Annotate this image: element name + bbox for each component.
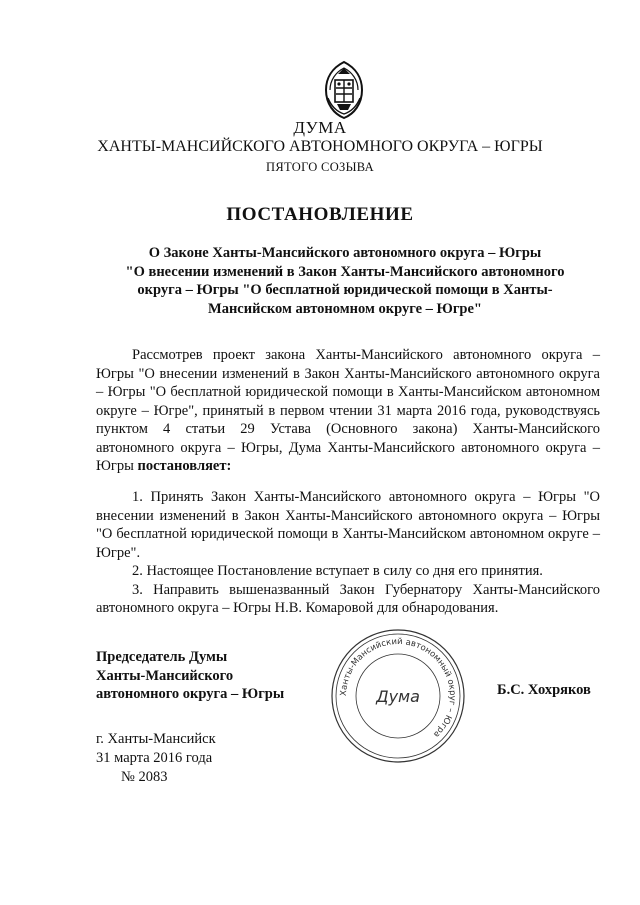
subject-line: О Законе Ханты-Мансийского автономного округа – Югры: [148, 245, 542, 261]
resolution-item: 1. Принять Закон Ханты-Мансийского автономного округа – Югры "О внесении изменений в Закон Ханты-Мансийского автономного округа – Югры "О бесплатной юридической помощи в Ханты-Мансийском автономном округе – Югре".: [96, 489, 600, 561]
organization-name: ДУМА: [293, 118, 347, 137]
coat-of-arms-icon: [322, 58, 366, 120]
subject-line: Мансийском автономном округе – Югре": [208, 300, 482, 317]
official-seal-stamp: [328, 626, 468, 766]
document-number: № 2083: [121, 769, 168, 785]
signatory-title: [96, 648, 284, 704]
resolution-item: 2. Настоящее Постановление вступает в силу со дня его принятия.: [132, 563, 543, 579]
stamp-ring-text: Ханты-Мансийский автономный округ – Югра: [338, 636, 458, 740]
city: г. Ханты-Мансийск: [96, 731, 216, 747]
preamble-text: Рассмотрев проект закона Ханты-Мансийского автономного округа – Югры "О внесении изменений в Закон Ханты-Мансийского автономного округа – Югры "О бесплатной юридической помощи в Ханты-Мансийском автономном округе – Югре", принятый в первом чтении 31 марта 2016 года, руководствуясь пунктом 4 статьи 29 Устава (Основного закона) Ханты-Мансийского автономного округа – Югры, Дума Ханты-Мансийского автономного округа – Югры: [96, 347, 600, 474]
signatory-name: Б.С. Хохряков: [497, 682, 591, 698]
place-and-date: [96, 730, 216, 787]
region-name: ХАНТЫ-МАНСИЙСКОГО АВТОНОМНОГО ОКРУГА – ЮГРЫ: [97, 138, 543, 155]
resolution-item: 3. Направить вышеназванный Закон Губернатору Ханты-Мансийского автономного округа – Югры Н.В. Комаровой для обнародования.: [96, 581, 600, 616]
signatory-title-line: автономного округа – Югры: [96, 686, 285, 702]
convocation: ПЯТОГО СОЗЫВА: [266, 160, 374, 174]
subject-line: "О внесении изменений в Закон Ханты-Мансийского автономного: [125, 263, 565, 280]
date: 31 марта 2016 года: [96, 750, 213, 766]
document-type: ПОСТАНОВЛЕНИЕ: [226, 204, 414, 225]
resolution-items: [96, 488, 600, 618]
stamp-center-text: Дума: [376, 687, 420, 706]
preamble-paragraph: [96, 346, 600, 476]
subject-line: округа – Югры "О бесплатной юридической помощи в Ханты-: [137, 282, 553, 298]
signatory-title-line: Председатель Думы: [96, 649, 228, 665]
document-subject: [90, 244, 600, 318]
resolves-word: постановляет:: [137, 458, 232, 474]
signatory-title-line: Ханты-Мансийского: [96, 667, 234, 684]
